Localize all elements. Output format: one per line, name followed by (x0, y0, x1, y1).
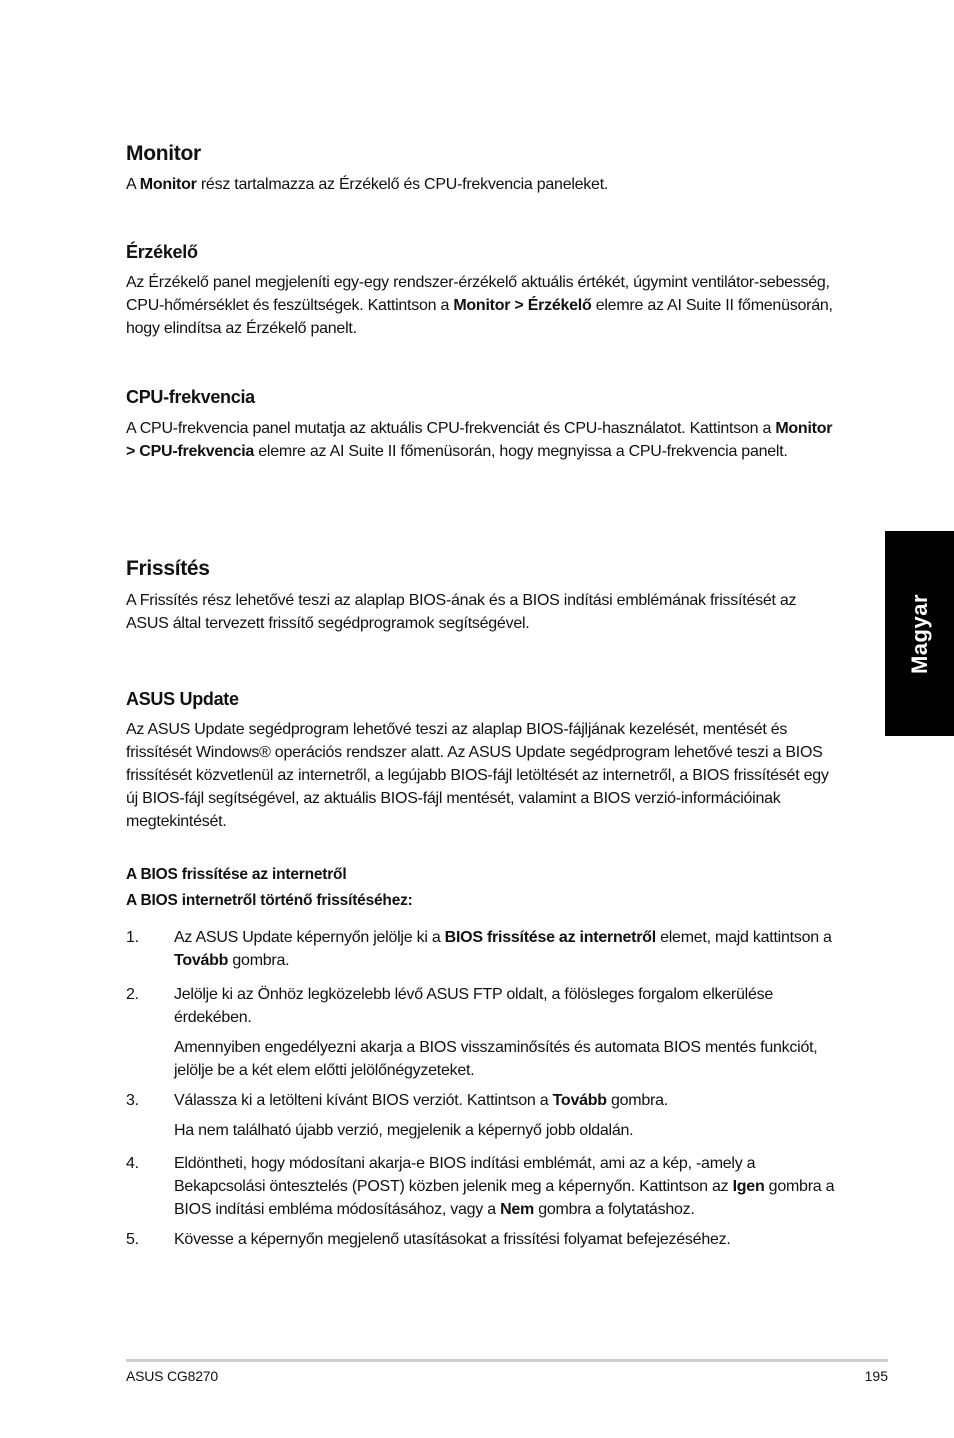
step-text: Kövesse a képernyőn megjelenő utasításokat a frissítési folyamat befejezéséhez. (174, 1231, 731, 1248)
update-heading: Frissítés (126, 557, 210, 580)
asus-update-paragraph: Az ASUS Update segédprogram lehetővé teszi az alaplap BIOS-fájljának kezelését, mentését és frissítését Windows® operációs rendszer alatt. Az ASUS Update segédprogram lehetővé teszi a BIOS frissítését közvetlenül az internetről, a legújabb BIOS-fájl letöltését az internetről, a BIOS frissítését egy új BIOS-fájl segítségével, az aktuális BIOS-fájl mentését, valamint a BIOS verzió-információinak megtekintését. (126, 721, 829, 830)
footer-divider (126, 1359, 888, 1362)
step-number: 4. (126, 1155, 139, 1172)
step-note: Ha nem található újabb verzió, megjelenik a képernyő jobb oldalán. (174, 1122, 634, 1139)
step-text: Válassza ki a letölteni kívánt BIOS verziót. Kattintson a Tovább gombra. (174, 1092, 668, 1109)
sensor-paragraph: Az Érzékelő panel megjeleníti egy-egy rendszer-érzékelő aktuális értékét, úgymint ventilátor-sebesség, CPU-hőmérséklet és feszültségek. Kattintson a Monitor > Érzékelő elemre az AI Suite II főmenüsorán, hogy elindítsa az Érzékelő panelt. (126, 274, 833, 337)
step-note: Amennyiben engedélyezni akarja a BIOS visszaminősítés és automata BIOS mentés funkciót, jelölje be a két elem előtti jelölőnégyzeteket. (174, 1039, 818, 1079)
step-text: Jelölje ki az Önhöz legközelebb lévő ASUS FTP oldalt, a fölösleges forgalom elkerülése érdekében. (174, 986, 773, 1026)
step-text: Az ASUS Update képernyőn jelölje ki a BIOS frissítése az internetről elemet, majd kattintson a Tovább gombra. (174, 929, 832, 969)
step-number: 5. (126, 1231, 139, 1248)
list-item (126, 1089, 838, 1112)
monitor-heading: Monitor (126, 142, 201, 165)
language-label: Magyar (906, 593, 932, 674)
bios-internet-subheading: A BIOS internetről történő frissítéséhez: (126, 892, 413, 909)
list-item (126, 1152, 838, 1221)
monitor-paragraph: A Monitor rész tartalmazza az Érzékelő és CPU-frekvencia paneleket. (126, 176, 609, 193)
asus-update-heading: ASUS Update (126, 689, 239, 709)
step-number: 1. (126, 929, 139, 946)
list-item (126, 983, 838, 1029)
step-number: 3. (126, 1092, 139, 1109)
bios-internet-heading: A BIOS frissítése az internetről (126, 866, 347, 883)
footer-model: ASUS CG8270 (126, 1368, 218, 1384)
sensor-heading: Érzékelő (126, 242, 198, 262)
list-item (126, 1228, 838, 1251)
language-side-tab (885, 531, 954, 736)
cpu-frequency-heading: CPU-frekvencia (126, 387, 255, 407)
list-item (126, 926, 838, 972)
update-paragraph: A Frissítés rész lehetővé teszi az alaplap BIOS-ának és a BIOS indítási emblémának frissítését az ASUS által tervezett frissítő segédprogramok segítségével. (126, 592, 797, 632)
cpu-frequency-paragraph: A CPU-frekvencia panel mutatja az aktuális CPU-frekvenciát és CPU-használatot. Kattintson a Monitor > CPU-frekvencia elemre az AI Suite II főmenüsorán, hogy megnyissa a CPU-frekvencia panelt. (126, 420, 833, 460)
step-text: Eldöntheti, hogy módosítani akarja-e BIOS indítási emblémát, ami az a kép, -amely a Bekapcsolási öntesztelés (POST) közben jelenik meg a képernyőn. Kattintson az Igen gombra a BIOS indítási embléma módosításához, vagy a Nem gombra a folytatáshoz. (174, 1155, 835, 1218)
page-number: 195 (864, 1368, 888, 1384)
step-number: 2. (126, 986, 139, 1003)
